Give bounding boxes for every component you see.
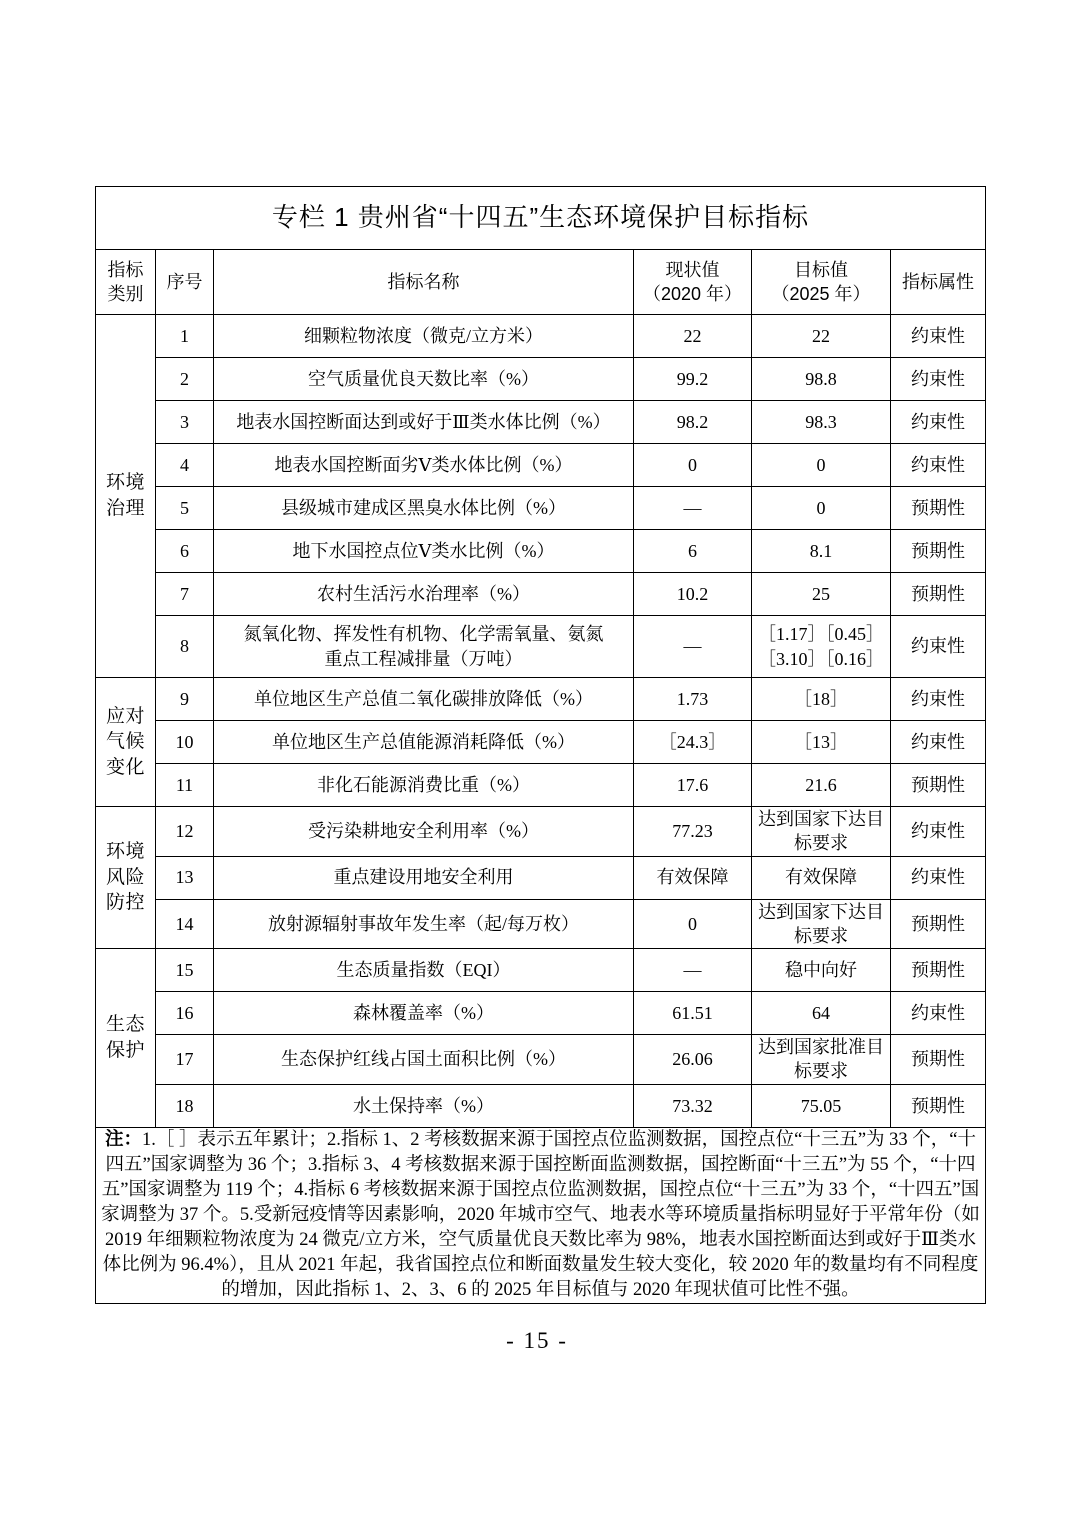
current-value: 22 — [634, 315, 752, 358]
table-row — [96, 1084, 986, 1127]
current-value: 0 — [634, 899, 752, 949]
row-sequence: 8 — [156, 616, 214, 678]
table-row — [96, 721, 986, 764]
category-label-line: 保护 — [105, 1039, 145, 1061]
indicator-attribute: 预期性 — [891, 1035, 986, 1085]
row-sequence: 9 — [156, 678, 214, 721]
table-row — [96, 807, 986, 857]
category-label-line: 气候 — [105, 731, 145, 753]
indicator-name-line2: 重点工程减排量（万吨） — [324, 648, 523, 669]
indicator-attribute: 约束性 — [891, 315, 986, 358]
indicator-name — [214, 616, 634, 678]
row-sequence: 15 — [156, 949, 214, 992]
header-name: 指标名称 — [214, 250, 634, 315]
target-value: 75.05 — [752, 1084, 891, 1127]
target-value-line2: ［3.10］［0.16］ — [758, 648, 884, 669]
current-value: 6 — [634, 530, 752, 573]
target-value: 有效保障 — [752, 856, 891, 899]
table-header-row — [96, 250, 986, 315]
target-value — [752, 616, 891, 678]
indicator-attribute: 预期性 — [891, 573, 986, 616]
indicator-attribute: 预期性 — [891, 487, 986, 530]
indicator-attribute: 预期性 — [891, 764, 986, 807]
table-row — [96, 899, 986, 949]
indicator-name: 生态质量指数（EQI） — [214, 949, 634, 992]
indicator-name: 重点建设用地安全利用 — [214, 856, 634, 899]
row-sequence: 2 — [156, 358, 214, 401]
table-row — [96, 678, 986, 721]
current-value: 17.6 — [634, 764, 752, 807]
indicator-attribute: 预期性 — [891, 949, 986, 992]
category-label-line: 应对 — [105, 705, 145, 727]
indicator-attribute: 约束性 — [891, 358, 986, 401]
target-value: 达到国家下达目标要求 — [752, 899, 891, 949]
indicator-table-container — [95, 186, 985, 1304]
indicator-name: 单位地区生产总值二氧化碳排放降低（%） — [214, 678, 634, 721]
indicator-name: 农村生活污水治理率（%） — [214, 573, 634, 616]
table-row — [96, 358, 986, 401]
indicator-name-line1: 氮氧化物、挥发性有机物、化学需氧量、氨氮 — [243, 624, 604, 645]
row-sequence: 11 — [156, 764, 214, 807]
current-value: 1.73 — [634, 678, 752, 721]
row-sequence: 16 — [156, 992, 214, 1035]
category-label — [96, 949, 156, 1128]
header-target-line2: （2025 年） — [771, 284, 871, 304]
current-value: 61.51 — [634, 992, 752, 1035]
current-value: — — [634, 487, 752, 530]
current-value: 10.2 — [634, 573, 752, 616]
current-value: 0 — [634, 444, 752, 487]
indicator-attribute: 约束性 — [891, 856, 986, 899]
table-note-row — [96, 1127, 986, 1303]
table-title: 专栏 1 贵州省“十四五”生态环境保护目标指标 — [96, 187, 986, 250]
indicator-name: 空气质量优良天数比率（%） — [214, 358, 634, 401]
current-value: — — [634, 949, 752, 992]
indicator-attribute: 约束性 — [891, 807, 986, 857]
current-value: — — [634, 616, 752, 678]
header-current-line2: （2020 年） — [642, 284, 743, 304]
table-row — [96, 856, 986, 899]
row-sequence: 7 — [156, 573, 214, 616]
header-current-line1: 现状值 — [665, 259, 720, 280]
indicator-name: 水土保持率（%） — [214, 1084, 634, 1127]
indicator-attribute: 预期性 — [891, 1084, 986, 1127]
current-value: 73.32 — [634, 1084, 752, 1127]
row-sequence: 13 — [156, 856, 214, 899]
row-sequence: 12 — [156, 807, 214, 857]
row-sequence: 10 — [156, 721, 214, 764]
indicator-name: 地表水国控断面劣Ⅴ类水体比例（%） — [214, 444, 634, 487]
indicator-table — [95, 186, 986, 1304]
target-value: 达到国家批准目标要求 — [752, 1035, 891, 1085]
indicator-attribute: 预期性 — [891, 899, 986, 949]
table-row — [96, 487, 986, 530]
current-value: 有效保障 — [634, 856, 752, 899]
target-value: 0 — [752, 487, 891, 530]
category-label-line: 生态 — [105, 1014, 145, 1036]
header-attribute: 指标属性 — [891, 250, 986, 315]
table-row — [96, 616, 986, 678]
target-value-line1: ［1.17］［0.45］ — [758, 624, 884, 645]
indicator-name: 细颗粒物浓度（微克/立方米） — [214, 315, 634, 358]
indicator-attribute: 约束性 — [891, 992, 986, 1035]
current-value: 77.23 — [634, 807, 752, 857]
category-label-line: 环境 — [105, 472, 145, 494]
target-value: 21.6 — [752, 764, 891, 807]
page-number: - 15 - — [506, 1328, 568, 1353]
row-sequence: 14 — [156, 899, 214, 949]
header-seq: 序号 — [156, 250, 214, 315]
row-sequence: 18 — [156, 1084, 214, 1127]
indicator-attribute: 约束性 — [891, 721, 986, 764]
target-value: 稳中向好 — [752, 949, 891, 992]
category-label — [96, 807, 156, 949]
target-value: 98.3 — [752, 401, 891, 444]
indicator-name: 地下水国控点位Ⅴ类水比例（%） — [214, 530, 634, 573]
category-label — [96, 315, 156, 678]
current-value: 98.2 — [634, 401, 752, 444]
indicator-name: 县级城市建成区黑臭水体比例（%） — [214, 487, 634, 530]
note-text: 1.［ ］表示五年累计；2.指标 1、2 考核数据来源于国控点位监测数据，国控点位“十三五”为 33 个，“十四五”国家调整为 36 个；3.指标 3、4 考核数据来源于国控断面监测数据，国控断面“十三五”为 55 个，“十四五”国家调整为 119 个；4.指标 6 考核数据来源于国控点位监测数据，国控点位“十三五”为 33 个，“十四五”国家调整为 37 个。5.受新冠疫情等因素影响，2020 年城市空气、地表水等环境质量指标明显好于平常年份（如 2019 年细颗粒物浓度为 24 微克/立方米，空气质量优良天数比率为 98%，地表水国控断面达到或好于Ⅲ类水体比例为 96.4%），且从 2021 年起，我省国控点位和断面数量发生较大变化，较 2020 年的数量均有不同程度的增加，因此指标 1、2、3、6 的 2025 年目标值与 2020 年现状值可比性不强。 — [101, 1129, 980, 1300]
target-value: 8.1 — [752, 530, 891, 573]
indicator-name: 生态保护红线占国土面积比例（%） — [214, 1035, 634, 1085]
row-sequence: 4 — [156, 444, 214, 487]
indicator-name: 单位地区生产总值能源消耗降低（%） — [214, 721, 634, 764]
table-row — [96, 401, 986, 444]
indicator-attribute: 约束性 — [891, 678, 986, 721]
indicator-name: 放射源辐射事故年发生率（起/每万枚） — [214, 899, 634, 949]
indicator-name: 受污染耕地安全利用率（%） — [214, 807, 634, 857]
target-value: 达到国家下达目标要求 — [752, 807, 891, 857]
indicator-attribute: 约束性 — [891, 444, 986, 487]
indicator-attribute: 约束性 — [891, 401, 986, 444]
header-category-line1: 指标 — [107, 259, 144, 280]
category-label-line: 治理 — [105, 498, 145, 519]
note-label: 注： — [104, 1129, 142, 1150]
category-label-line: 风险 — [105, 866, 145, 888]
current-value: 99.2 — [634, 358, 752, 401]
table-row — [96, 530, 986, 573]
row-sequence: 5 — [156, 487, 214, 530]
target-value: 64 — [752, 992, 891, 1035]
table-row — [96, 949, 986, 992]
target-value: ［13］ — [752, 721, 891, 764]
category-label — [96, 678, 156, 807]
table-row — [96, 764, 986, 807]
table-row — [96, 573, 986, 616]
target-value: ［18］ — [752, 678, 891, 721]
header-category — [96, 250, 156, 315]
header-target-value — [752, 250, 891, 315]
target-value: 25 — [752, 573, 891, 616]
table-row — [96, 444, 986, 487]
table-row — [96, 1035, 986, 1085]
target-value: 22 — [752, 315, 891, 358]
indicator-name: 非化石能源消费比重（%） — [214, 764, 634, 807]
header-current-value — [634, 250, 752, 315]
indicator-name: 地表水国控断面达到或好于Ⅲ类水体比例（%） — [214, 401, 634, 444]
table-row — [96, 992, 986, 1035]
row-sequence: 3 — [156, 401, 214, 444]
table-note — [96, 1127, 986, 1303]
indicator-name: 森林覆盖率（%） — [214, 992, 634, 1035]
table-row — [96, 315, 986, 358]
header-category-line2: 类别 — [107, 284, 144, 304]
indicator-attribute: 约束性 — [891, 616, 986, 678]
category-label-line: 防控 — [105, 892, 145, 914]
indicator-attribute: 预期性 — [891, 530, 986, 573]
target-value: 0 — [752, 444, 891, 487]
row-sequence: 6 — [156, 530, 214, 573]
row-sequence: 1 — [156, 315, 214, 358]
table-title-row — [96, 187, 986, 250]
current-value: ［24.3］ — [634, 721, 752, 764]
header-target-line1: 目标值 — [794, 259, 848, 280]
target-value: 98.8 — [752, 358, 891, 401]
category-label-line: 环境 — [105, 841, 145, 863]
row-sequence: 17 — [156, 1035, 214, 1085]
current-value: 26.06 — [634, 1035, 752, 1085]
category-label-line: 变化 — [105, 756, 145, 778]
